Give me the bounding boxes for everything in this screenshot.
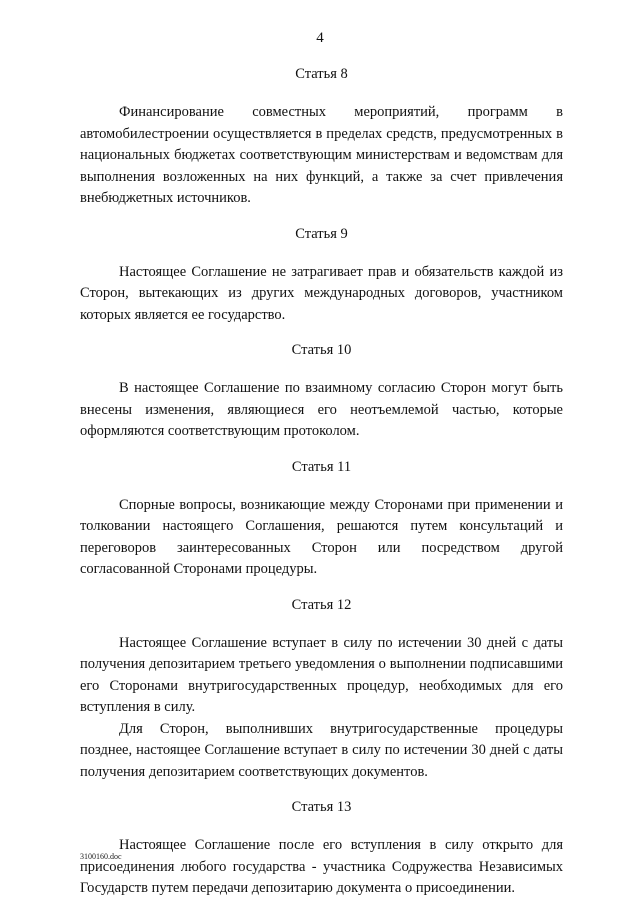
article-12 <box>80 595 563 784</box>
article-8 <box>80 64 563 210</box>
article-9 <box>80 224 563 327</box>
article-title: Статья 10 <box>291 342 352 358</box>
article-title: Статья 8 <box>295 66 348 82</box>
page-number: 4 <box>316 30 324 46</box>
article-paragraph: В настоящее Соглашение по взаимному согласию Сторон могут быть внесены изменения, являющиеся его неотъемлемой частью, которые оформляются соответствующим протоколом. <box>80 380 563 439</box>
article-13 <box>80 797 563 900</box>
document-body <box>80 64 563 900</box>
article-title: Статья 13 <box>291 799 352 815</box>
article-paragraph: Спорные вопросы, возникающие между Сторонами при применении и толковании настоящего Соглашения, решаются путем консультаций и переговоров заинтересованных Сторон или посредством другой согласованной Сторонами процедуры. <box>80 496 563 577</box>
article-paragraph: Настоящее Соглашение вступает в силу по истечении 30 дней с даты получения депозитарием третьего уведомления о выполнении подписавшими его Сторонами внутригосударственных процедур, необходимых для его вступления в силу. <box>80 634 563 715</box>
article-10 <box>80 340 563 443</box>
article-title: Статья 11 <box>291 458 352 475</box>
article-paragraph: Финансирование совместных мероприятий, программ в автомобилестроении осуществляется в пределах средств, предусмотренных в национальных бюджетах соответствующим министерствам и ведомствам для выполнения возложенных на них функций, а также за счет привлечения внебюджетных источников. <box>80 104 563 206</box>
file-name-footer: 3100160.doc <box>80 852 122 861</box>
article-paragraph: Настоящее Соглашение после его вступления в силу открыто для присоединения любого государства - участника Содружества Независимых Государств путем передачи депозитарию документа о присоединении. <box>80 837 563 896</box>
article-title: Статья 12 <box>291 596 352 613</box>
article-paragraph: Настоящее Соглашение не затрагивает прав и обязательств каждой из Сторон, вытекающих из других международных договоров, участником которых является ее государство. <box>80 263 563 323</box>
article-paragraph: Для Сторон, выполнивших внутригосударственные процедуры позднее, настоящее Соглашение вступает в силу по истечении 30 дней с даты получения депозитарием соответствующих документов. <box>80 720 563 780</box>
article-title: Статья 9 <box>295 225 348 242</box>
article-11 <box>80 457 563 581</box>
